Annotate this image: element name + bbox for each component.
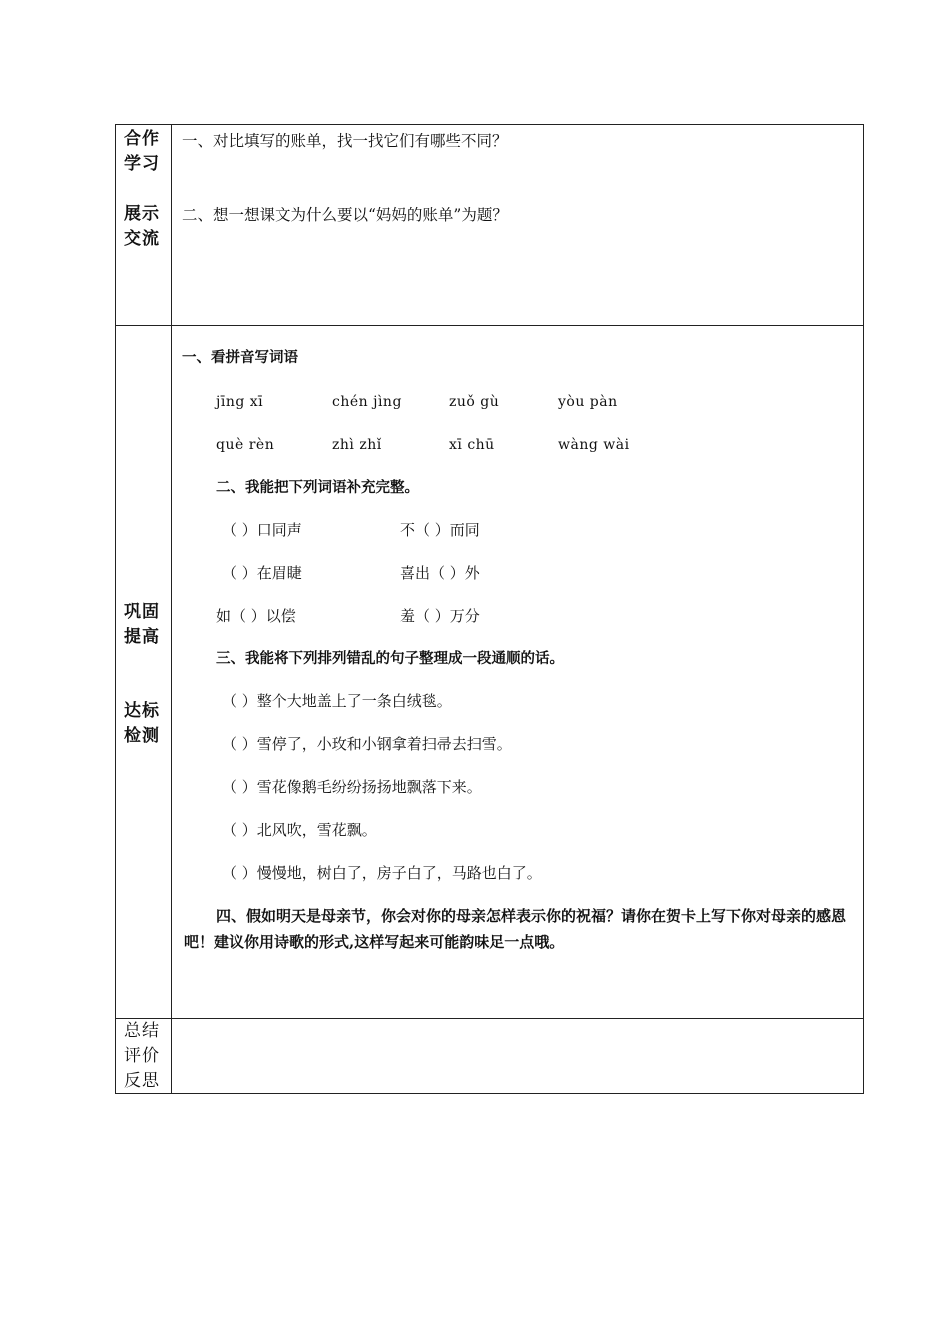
part4-prompt: 四、假如明天是母亲节，你会对你的母亲怎样表示你的祝福？请你在贺卡上写下你对母亲的感恩吧！建议你用诗歌的形式,这样写起来可能韵味足一点哦。: [184, 907, 847, 951]
idiom-item: （ ）在眉睫: [222, 564, 302, 582]
section-cooperative-learning: [116, 125, 864, 326]
idiom-item: （ ）口同声: [222, 521, 302, 539]
section-label-line: 合作: [124, 129, 160, 149]
section-content-cell: [172, 125, 864, 326]
section-label-line: 评价: [124, 1046, 160, 1066]
part1-title: 一、看拼音写词语: [182, 349, 298, 366]
sentence-item: （ ）雪停了，小玫和小钢拿着扫帚去扫雪。: [222, 735, 512, 753]
sentence-item: （ ）慢慢地，树白了，房子白了，马路也白了。: [222, 864, 542, 882]
pinyin-item: jīng xī: [216, 394, 264, 410]
pinyin-item: wàng wài: [558, 437, 630, 453]
idiom-item: 不（ ）而同: [400, 521, 480, 539]
section-label-line: 学习: [124, 154, 160, 174]
section-label-line: 交流: [124, 229, 160, 249]
worksheet-table: [115, 124, 864, 1094]
part3-title: 三、我能将下列排列错乱的句子整理成一段通顺的话。: [216, 650, 564, 667]
question-1: 一、对比填写的账单，找一找它们有哪些不同？: [182, 132, 508, 150]
section-label-line: 达标: [124, 701, 160, 721]
sentence-item: （ ）北风吹，雪花飘。: [222, 821, 377, 839]
section-label-line: 提高: [124, 627, 160, 647]
question-2: 二、想一想课文为什么要以“妈妈的账单”为题？: [182, 206, 508, 224]
section-label-cell: [116, 326, 172, 1019]
section-label-line: 检测: [124, 726, 160, 746]
pinyin-item: yòu pàn: [558, 394, 618, 410]
section-label-line: 巩固: [124, 602, 160, 622]
idiom-item: 如（ ）以偿: [216, 607, 296, 625]
part2-title: 二、我能把下列词语补充完整。: [216, 479, 419, 496]
section-label-line: 展示: [124, 204, 160, 224]
pinyin-item: xī chū: [449, 437, 495, 453]
pinyin-item: chén jìng: [332, 394, 402, 410]
pinyin-item: què rèn: [216, 437, 275, 453]
sentence-item: （ ）雪花像鹅毛纷纷扬扬地飘落下来。: [222, 778, 482, 796]
section-summary: [116, 1019, 864, 1094]
sentence-item: （ ）整个大地盖上了一条白绒毯。: [222, 692, 452, 710]
pinyin-item: zhì zhǐ: [332, 437, 382, 453]
idiom-item: 喜出（ ）外: [400, 564, 480, 582]
summary-content-cell[interactable]: [172, 1019, 864, 1094]
pinyin-item: zuǒ gù: [449, 394, 500, 410]
idiom-item: 羞（ ）万分: [400, 607, 480, 625]
section-label-line: 总结: [124, 1021, 160, 1041]
section-label-line: 反思: [124, 1071, 160, 1091]
section-consolidation: [116, 326, 864, 1019]
section-label-cell: [116, 125, 172, 326]
section-content-cell: [172, 326, 864, 1019]
section-label-cell: [116, 1019, 172, 1094]
